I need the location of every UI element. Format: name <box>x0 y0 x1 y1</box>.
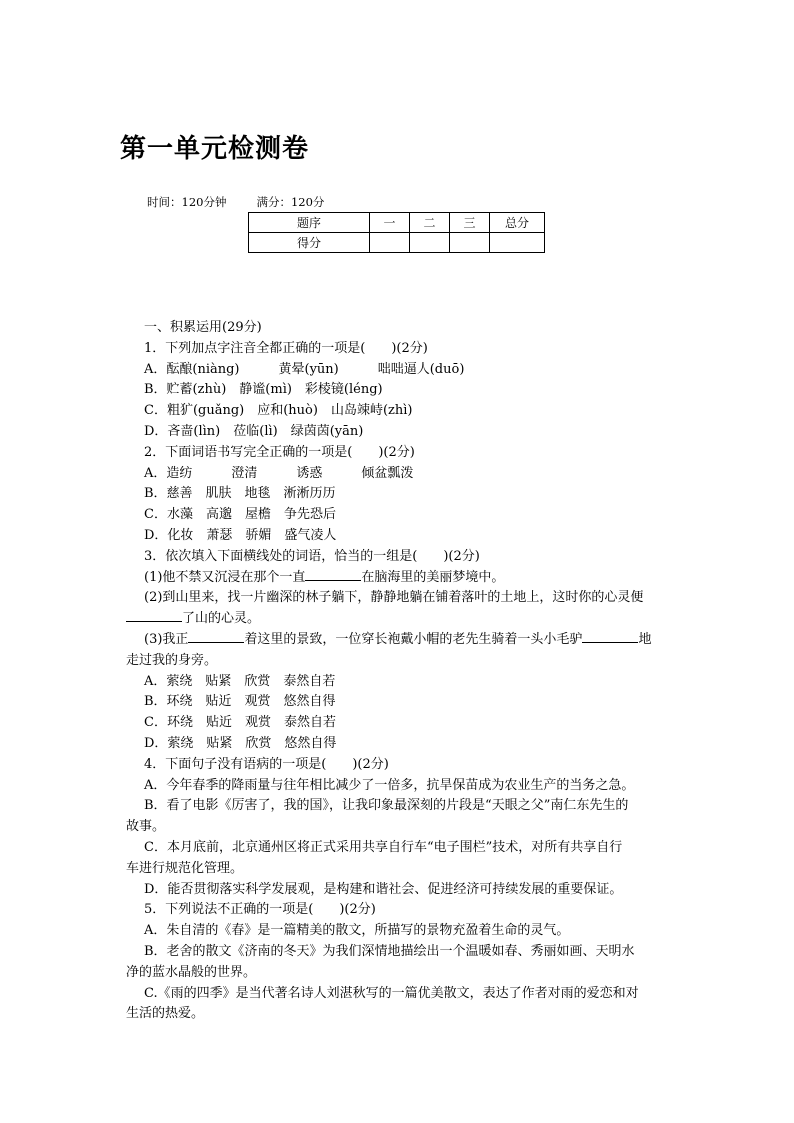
fill-blank <box>305 568 361 581</box>
question-2-stem: 2．下面词语书写完全正确的一项是( )(2分) <box>144 444 415 460</box>
sentence-text: (1)他不禁又沉浸在那个一直 <box>144 569 306 585</box>
score-table-row-label: 得分 <box>249 233 370 253</box>
score-table-header-cell: 题序 <box>249 213 370 233</box>
fill-blank <box>188 630 244 643</box>
full-score: 满分：120分 <box>256 195 325 209</box>
score-cell-empty <box>370 233 410 253</box>
question-3-sentence-3 <box>144 630 680 651</box>
question-4-option-c-cont: 车进行规范化管理。 <box>126 860 244 876</box>
question-5-option-c: C.《雨的四季》是当代著名诗人刘湛秋写的一篇优美散文，表达了作者对雨的爱恋和对 <box>144 985 639 1001</box>
section-heading: 一、积累运用(29分) <box>144 320 262 335</box>
sentence-text: 着这里的景致，一位穿长袍戴小帽的老先生骑着一头小毛驴 <box>244 631 583 647</box>
question-4-option-c: C．本月底前，北京通州区将正式采用共享自行车“电子围栏”技术，对所有共享自行 <box>144 839 623 855</box>
score-table-header-cell: 三 <box>450 213 490 233</box>
question-4-option-a: A．今年春季的降雨量与往年相比减少了一倍多，抗旱保苗成为农业生产的当务之急。 <box>144 777 635 793</box>
exam-meta <box>147 194 324 210</box>
question-2-option-b: B．慈善 肌肤 地毯 淅淅历历 <box>144 486 336 502</box>
question-1-option-a: A．酝酿(niàng) 黄晕(yūn) 咄咄逼人(duō) <box>144 361 465 377</box>
score-table-header-cell: 二 <box>410 213 450 233</box>
question-2-option-a: A．造纺 澄清 诱惑 倾盆瓢泼 <box>144 465 414 481</box>
sentence-text: 地 <box>638 631 652 647</box>
question-5-stem: 5．下列说法不正确的一项是( )(2分) <box>144 902 376 918</box>
fill-blank <box>582 630 638 643</box>
question-5-option-a: A．朱自清的《春》是一篇精美的散文，所描写的景物充盈着生命的灵气。 <box>144 923 570 939</box>
question-1-option-b: B．贮蓄(zhù) 静谧(mì) 彩棱镜(léng) <box>144 382 383 398</box>
question-3-option-c: C．环绕 贴近 观赏 泰然自若 <box>144 715 336 731</box>
question-4-stem: 4．下面句子没有语病的一项是( )(2分) <box>144 756 389 772</box>
exam-body <box>126 318 680 1025</box>
question-3-sentence-3-cont: 走过我的身旁。 <box>126 652 218 668</box>
page-title: 第一单元检测卷 <box>120 134 310 164</box>
question-3-option-a: A．萦绕 贴紧 欣赏 泰然自若 <box>144 673 336 689</box>
question-5-option-b: B．老舍的散文《济南的冬天》为我们深情地描绘出一个温暖如春、秀丽如画、天明水 <box>144 943 635 959</box>
score-table-header-cell: 一 <box>370 213 410 233</box>
question-3-sentence-1 <box>144 568 680 589</box>
sentence-text: 在脑海里的美丽梦境中。 <box>361 569 505 585</box>
score-cell-empty <box>450 233 490 253</box>
question-4-option-b: B．看了电影《厉害了，我的国》，让我印象最深刻的片段是“天眼之父”南仁东先生的 <box>144 798 629 814</box>
question-1-stem: 1．下列加点字注音全都正确的一项是( )(2分) <box>144 340 428 356</box>
score-cell-empty <box>410 233 450 253</box>
time-limit: 时间：120分钟 <box>147 195 227 209</box>
question-4-option-d: D．能否贯彻落实科学发展观，是构建和谐社会、促进经济可持续发展的重要保证。 <box>144 881 623 897</box>
question-3-option-b: B．环绕 贴近 观赏 悠然自得 <box>144 694 336 710</box>
question-3-sentence-2: (2)到山里来，找一片幽深的林子躺下，静静地躺在铺着落叶的土地上，这时你的心灵便 <box>144 590 644 606</box>
score-table-header-row <box>249 213 545 233</box>
question-2-option-d: D．化妆 萧瑟 骄媚 盛气凌人 <box>144 527 337 543</box>
score-cell-empty <box>490 233 545 253</box>
question-3-sentence-2-cont <box>126 609 680 630</box>
question-4-option-b-cont: 故事。 <box>126 819 166 835</box>
question-3-option-d: D．萦绕 贴紧 欣赏 悠然自得 <box>144 735 337 751</box>
question-3-stem: 3．依次填入下面横线处的词语，恰当的一组是( )(2分) <box>144 548 480 564</box>
score-table <box>248 212 545 253</box>
score-table-header-cell: 总分 <box>490 213 545 233</box>
sentence-text: (3)我正 <box>144 631 189 647</box>
question-1-option-c: C．粗犷(guǎng) 应和(huò) 山岛竦峙(zhì) <box>144 403 413 419</box>
fill-blank <box>126 609 182 622</box>
score-table-score-row <box>249 233 545 253</box>
question-1-option-d: D．吝啬(lìn) 莅临(lì) 绿茵茵(yān) <box>144 423 364 439</box>
question-5-option-b-cont: 净的蓝水晶般的世界。 <box>126 964 257 980</box>
question-5-option-c-cont: 生活的热爱。 <box>126 1006 205 1022</box>
question-2-option-c: C．水藻 高邈 屋檐 争先恐后 <box>144 507 336 523</box>
sentence-text: 了山的心灵。 <box>182 611 261 627</box>
